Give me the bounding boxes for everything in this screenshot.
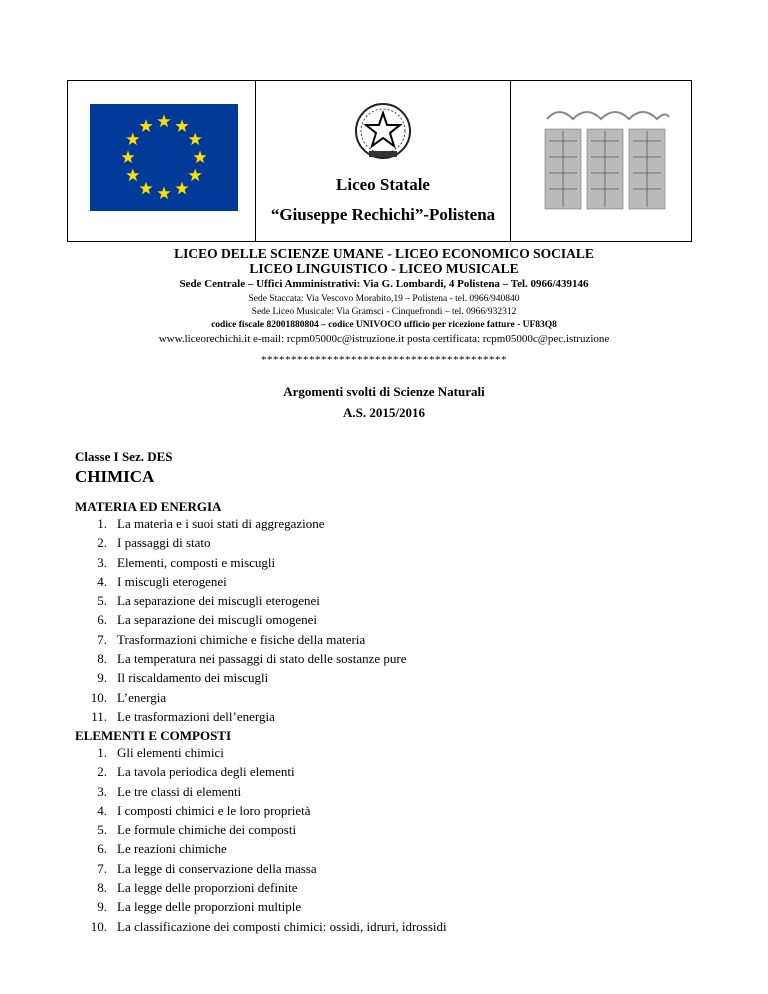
institute-line1: LICEO DELLE SCIENZE UMANE - LICEO ECONOMICO SOCIALE xyxy=(174,246,594,261)
list-item: 3. Elementi, composti e miscugli xyxy=(97,554,276,570)
eu-flag-icon xyxy=(90,104,238,211)
header-cell-school xyxy=(256,81,511,241)
list-item: 7. Trasformazioni chimiche e fisiche della materia xyxy=(97,631,366,647)
list-item: 6. La separazione dei miscugli omogenei xyxy=(97,612,317,628)
document-title: Argomenti svolti di Scienze Naturali xyxy=(283,384,485,399)
list-item: 11. Le trasformazioni dell’energia xyxy=(91,708,275,724)
list-item: 7. La legge di conservazione della massa xyxy=(97,860,317,876)
list-item: 9. Il riscaldamento dei miscugli xyxy=(97,670,269,686)
school-name-line2: “Giuseppe Rechichi”-Polistena xyxy=(270,205,496,224)
list-item: 1. Gli elementi chimici xyxy=(97,745,224,760)
codice-fiscale: codice fiscale 82001880804 – codice UNIVOCO ufficio per ricezione fatture - UF83Q8 xyxy=(211,320,557,330)
topic-list-elementi-composti xyxy=(75,743,447,936)
list-item: 3. Le tre classi di elementi xyxy=(97,783,242,799)
section-title-materia-energia: MATERIA ED ENERGIA xyxy=(75,499,222,514)
list-item: 2. La tavola periodica degli elementi xyxy=(97,764,295,780)
header-cell-logo xyxy=(511,81,691,241)
sede-centrale: Sede Centrale – Uffici Amministrativi: Via G. Lombardi, 4 Polistena – Tel. 0966/439146 xyxy=(179,278,589,290)
list-item: 6. Le reazioni chimiche xyxy=(97,841,227,857)
list-item: 10. La classificazione dei composti chimici: ossidi, idruri, idrossidi xyxy=(90,918,447,934)
list-item: 4. I miscugli eterogenei xyxy=(97,573,227,589)
institute-line2: LICEO LINGUISTICO - LICEO MUSICALE xyxy=(249,261,519,276)
topic-list-materia-energia xyxy=(75,514,407,726)
school-name-line1: Liceo Statale xyxy=(336,175,430,194)
subject-title: CHIMICA xyxy=(75,467,155,486)
list-item: 4. I composti chimici e le loro proprietà xyxy=(97,802,311,818)
web-contacts: www.liceorechichi.it e-mail: rcpm05000c@istruzione.it posta certificata: rcpm05000c@pec.istruzione xyxy=(158,333,610,345)
class-line: Classe I Sez. DES xyxy=(75,449,173,464)
list-item: 1. La materia e i suoi stati di aggregazione xyxy=(97,516,325,531)
list-item: 5. Le formule chimiche dei composti xyxy=(97,822,297,838)
separator-stars: ***************************************** xyxy=(261,354,507,366)
list-item: 5. La separazione dei miscugli eterogenei xyxy=(97,593,320,609)
list-item: 10. L’energia xyxy=(90,689,167,705)
sede-staccata: Sede Staccata: Via Vescovo Morabito,19 – Polistena - tel. 0966/940840 xyxy=(248,294,520,304)
school-building-logo-icon xyxy=(539,101,671,213)
school-year: A.S. 2015/2016 xyxy=(343,405,425,420)
list-item: 9. La legge delle proporzioni multiple xyxy=(97,899,302,915)
header-table xyxy=(67,80,692,242)
section-title-elementi-composti: ELEMENTI E COMPOSTI xyxy=(75,728,232,743)
italian-republic-emblem-icon xyxy=(353,101,413,163)
list-item: 8. La legge delle proporzioni definite xyxy=(97,880,298,896)
list-item: 2. I passaggi di stato xyxy=(97,535,211,551)
sede-musicale: Sede Liceo Musicale: Via Gramsci - Cinquefrondi – tel. 0966/932312 xyxy=(251,307,517,317)
header-cell-flag xyxy=(68,81,256,241)
list-item: 8. La temperatura nei passaggi di stato delle sostanze pure xyxy=(97,651,407,667)
